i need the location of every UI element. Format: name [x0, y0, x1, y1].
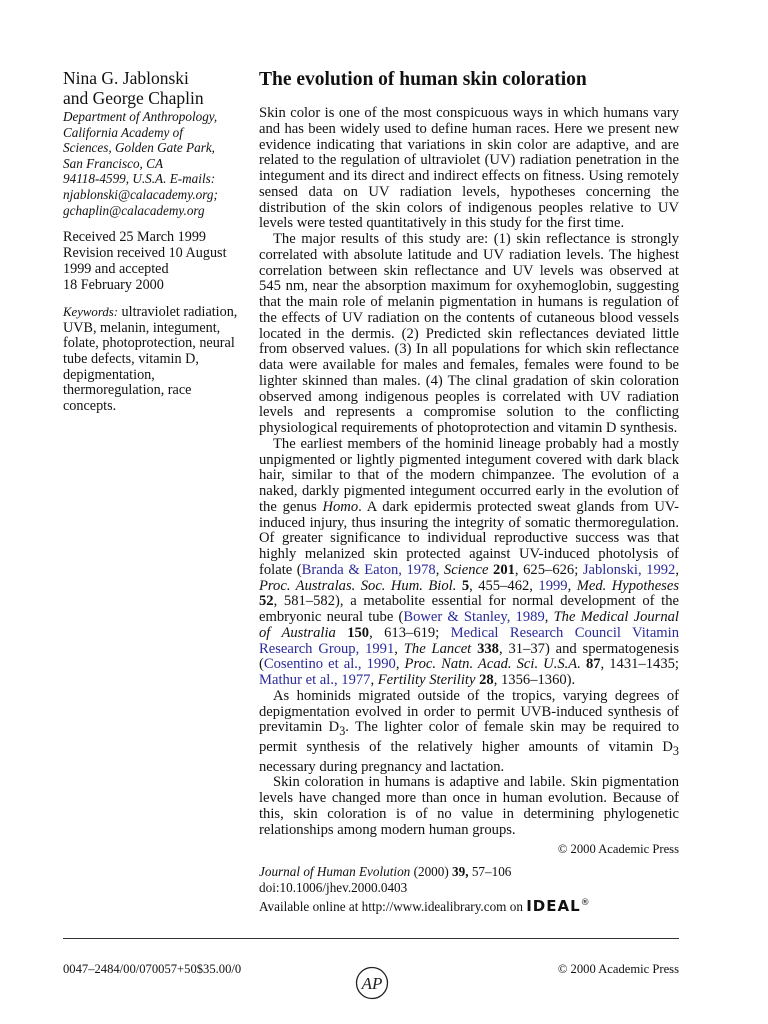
volume: 201	[493, 561, 515, 578]
volume: 28	[479, 672, 494, 688]
journal-year: (2000)	[410, 864, 453, 880]
authors-line-2: and George Chaplin	[63, 88, 204, 108]
paragraph-3	[259, 437, 679, 689]
journal-pages: 57–106	[468, 864, 512, 880]
citation-link[interactable]: Medical Research Council Vitamin Research Group, 1991	[259, 624, 680, 657]
footer-copyright: © 2000 Academic Press	[557, 962, 679, 976]
text: As hominids migrated outside of the tropics, varying degrees of depigmentation evolved in order to permit UVB-induced synthesis of previtamin D	[259, 687, 679, 736]
journal-name: Fertility Sterility	[377, 672, 476, 688]
volume: 5	[461, 577, 470, 594]
citation-link[interactable]: Branda & Eaton, 1978	[301, 561, 436, 578]
article-title: The evolution of human skin coloration	[259, 69, 587, 90]
text: ,	[567, 577, 577, 594]
keywords-text: ultraviolet radiation, UVB, melanin, integument, folate, photoprotection, neural tube defects, vitamin D, depigmentation, thermoregulation, race concepts.	[63, 304, 238, 414]
citation-link[interactable]: Jablonski, 1992	[582, 561, 676, 578]
journal-name: The Lancet	[403, 640, 472, 657]
citation-link[interactable]: 1999	[538, 577, 568, 594]
affiliation-line: Department of Anthropology,	[63, 109, 218, 124]
text: , 625–626;	[514, 561, 583, 578]
affiliation-line: Sciences, Golden Gate Park,	[63, 140, 215, 156]
text: , 1356–1360).	[493, 672, 576, 688]
volume: 338	[477, 640, 499, 657]
text: ,	[370, 672, 378, 688]
journal-name: The Medical Journal of Australia	[259, 609, 679, 641]
author-sidebar	[63, 68, 248, 414]
text: necessary during pregnancy and lactation.	[259, 758, 505, 775]
text: , 613–619;	[369, 624, 451, 641]
journal-name: Journal of Human Evolution	[259, 864, 411, 880]
journal-citation	[259, 864, 679, 880]
academic-press-logo	[355, 966, 389, 1000]
received-line: 1999 and accepted	[63, 261, 169, 278]
received-line: 18 February 2000	[63, 277, 164, 294]
email-link[interactable]: njablonski@calacademy.org;	[63, 186, 218, 202]
email-link[interactable]: gchaplin@calacademy.org	[63, 202, 205, 218]
ideal-logo	[526, 897, 590, 915]
text: , 1431–1435;	[600, 656, 679, 673]
availability	[259, 896, 679, 915]
article-column	[259, 68, 679, 915]
citation-link[interactable]: Cosentino et al., 1990	[263, 656, 396, 673]
text: ,	[675, 561, 680, 578]
journal-volume: 39,	[452, 864, 469, 880]
volume: 150	[347, 624, 370, 641]
journal-name: Med. Hypotheses	[576, 577, 680, 594]
logo-text: AP	[361, 974, 383, 993]
received-dates	[63, 229, 248, 293]
text: . A dark epidermis protected sweat glands from UV-induced injury, thus insuring the integrity of somatic thermoregulation. Of greater significance to individual reproductive success was that highly melanized skin protected against UV-induced photolysis of folate (	[259, 498, 679, 578]
received-line: Received 25 March 1999	[63, 229, 207, 246]
availability-text[interactable]: Available online at http://www.idealibrary.com on	[259, 898, 527, 914]
authors	[63, 68, 248, 108]
abstract-copyright: © 2000 Academic Press	[557, 842, 679, 857]
received-line: Revision received 10 August	[63, 245, 227, 262]
affiliation-line: 94118-4599, U.S.A. E-mails:	[63, 171, 216, 187]
abstract	[259, 106, 679, 838]
volume: 52	[259, 593, 274, 610]
authors-line-1: Nina G. Jablonski	[63, 68, 189, 88]
doi[interactable]: doi:10.1006/jhev.2000.0403	[259, 880, 408, 896]
text: , 31–37) and spermatogenesis (	[259, 640, 680, 673]
keywords	[63, 305, 248, 414]
text: ,	[394, 640, 404, 657]
affiliation-line: California Academy of	[63, 124, 183, 140]
keywords-label: Keywords:	[63, 305, 118, 320]
journal-name: Proc. Natn. Acad. Sci. U.S.A.	[404, 656, 581, 673]
paragraph-5: Skin coloration in humans is adaptive and labile. Skin pigmentation levels have changed more than once in human evolution. Because of this, skin coloration is of no value in determining phylogenetic relationships among modern human groups.	[259, 774, 679, 838]
paragraph-1: Skin color is one of the most conspicuous ways in which humans vary and has been widely used to define human races. Here we present new evidence indicating that variations in skin color are adaptive, and are related to the regulation of ultraviolet (UV) radiation penetration in the integument and its direct and indirect effects on fitness. Using remotely sensed data on UV radiation levels, hypotheses concerning the distribution of the skin colors of indigenous peoples relative to UV levels were tested quantitatively in this study for the first time.	[259, 105, 679, 232]
text: , 455–462,	[469, 577, 539, 594]
genus-name: Homo	[322, 498, 359, 515]
text: ,	[395, 656, 405, 673]
journal-name: Proc. Australas. Soc. Hum. Biol.	[259, 577, 457, 594]
text: , 581–582), a metabolite essential for normal development of the embryonic neural tube (	[259, 593, 679, 625]
journal-info	[259, 864, 679, 914]
citation-link[interactable]: Bower & Stanley, 1989	[403, 609, 545, 625]
subscript: 3	[672, 743, 679, 758]
text: . The lighter color of female skin may be required to permit synthesis of the relatively higher amounts of vitamin D	[259, 719, 679, 755]
volume: 87	[585, 656, 601, 673]
footer-code: 0047–2484/00/070057+50$35.00/0	[63, 962, 242, 976]
ideal-logo-text: IDEAL	[526, 896, 581, 915]
text: The earliest members of the hominid lineage probably had a mostly unpigmented or lightly pigmented integument covered with dark black hair, similar to that of the modern chimpanzee. The evolution of a naked, darkly pigmented integument occurred early in the evolution of the genus	[259, 435, 679, 515]
affiliation	[63, 109, 248, 218]
text: ,	[435, 561, 444, 578]
paragraph-4	[259, 689, 679, 776]
journal-name: Science	[443, 561, 489, 578]
citation-link[interactable]: Mathur et al., 1977	[259, 672, 371, 688]
paragraph-2: The major results of this study are: (1) skin reflectance is strongly correlated with absolute latitude and UV radiation levels. The highest correlation between skin reflectance and UV levels was observed at 545 nm, near the absorption maximum for oxyhemoglobin, suggesting that the main role of melanin pigmentation in humans is regulation of the effects of UV radiation on the contents of cutaneous blood vessels located in the dermis. (2) Predicted skin reflectances deviated little from observed values. (3) In all populations for which skin reflectance data were available for males and females, females were found to be lighter skinned than males. (4) The clinal gradation of skin coloration observed among indigenous peoples is correlated with UV radiation levels and represents a compromise solution to the conflicting physiological requirements of photoprotection and vitamin D synthesis.	[259, 231, 679, 436]
footer-divider	[63, 938, 679, 939]
subscript: 3	[339, 724, 346, 739]
registered-mark: ®	[580, 897, 591, 908]
text: ,	[544, 609, 554, 625]
affiliation-line: San Francisco, CA	[63, 155, 163, 171]
